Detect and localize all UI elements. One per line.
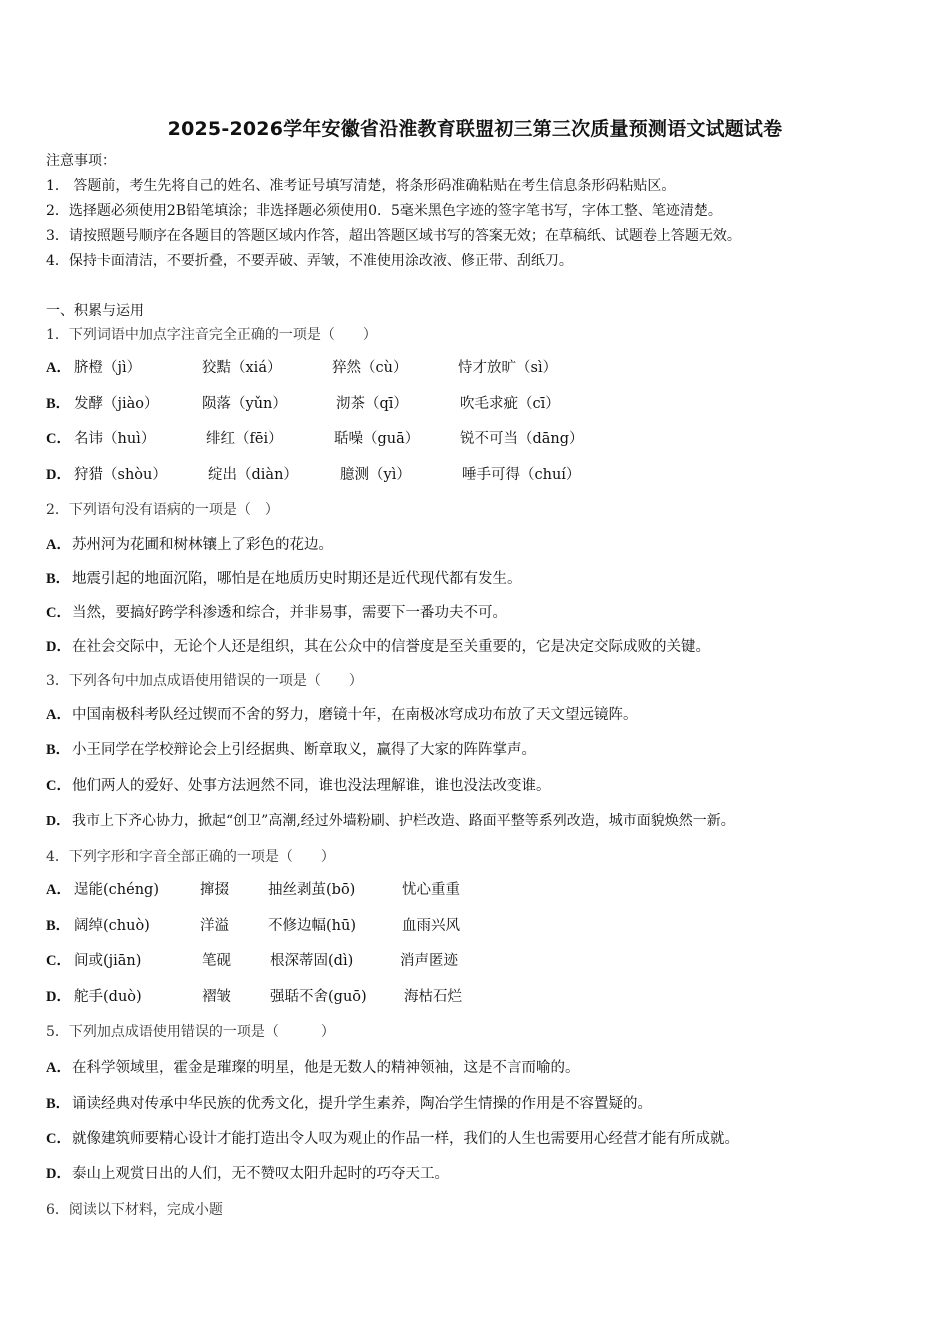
page-title: 2025-2026学年安徽省沿淮教育联盟初三第三次质量预测语文试题试卷	[167, 118, 783, 140]
option-label: A．	[46, 882, 71, 898]
question-1-option-b	[46, 395, 906, 415]
option-word: 唾手可得（chuí）	[462, 467, 581, 483]
question-4-option-d	[46, 988, 906, 1008]
question-3-option-b	[46, 741, 536, 759]
option-label: D．	[46, 639, 71, 655]
option-word: 笔砚	[202, 953, 231, 969]
option-label: B．	[46, 1096, 71, 1112]
option-label: C．	[46, 953, 71, 969]
option-label: D．	[46, 989, 71, 1005]
option-word: 强聒不舍(guō)	[270, 989, 367, 1005]
option-word: 陨落（yǔn）	[202, 396, 287, 412]
question-5-option-b	[46, 1095, 652, 1113]
question-2-option-a	[46, 536, 333, 554]
option-label: A．	[46, 707, 71, 723]
option-word: 猝然（cù）	[332, 360, 408, 376]
question-6-stem: 6．阅读以下材料，完成小题	[46, 1202, 223, 1218]
question-1-stem: 1．下列词语中加点字注音完全正确的一项是（ ）	[46, 327, 377, 343]
option-word: 抽丝剥茧(bō)	[268, 882, 356, 898]
option-word: 吹毛求疵（cī）	[460, 396, 560, 412]
option-word: 发酵（jiào）	[74, 396, 159, 412]
option-text: 诵读经典对传承中华民族的优秀文化，提升学生素养，陶冶学生情操的作用是不容置疑的。	[72, 1096, 652, 1112]
notice-item-4: 4．保持卡面清洁，不要折叠，不要弄破、弄皱，不准使用涂改液、修正带、刮纸刀。	[46, 253, 573, 269]
option-text: 泰山上观赏日出的人们，无不赞叹太阳升起时的巧夺天工。	[72, 1166, 449, 1182]
option-text: 当然，要搞好跨学科渗透和综合，并非易事，需要下一番功夫不可。	[72, 605, 507, 621]
question-5-stem: 5．下列加点成语使用错误的一项是（ ）	[46, 1024, 335, 1040]
question-2-option-c	[46, 604, 507, 622]
question-2-stem: 2．下列语句没有语病的一项是（ ）	[46, 502, 279, 518]
option-label: D．	[46, 814, 71, 829]
option-word: 聒噪（guā）	[334, 431, 420, 447]
option-word: 间或(jiān)	[74, 953, 142, 969]
option-label: D．	[46, 1166, 71, 1182]
question-2-option-d	[46, 638, 710, 656]
question-4-option-a	[46, 881, 906, 901]
option-word: 绽出（diàn）	[208, 467, 298, 483]
notice-item-2: 2．选择题必须使用2B铅笔填涂；非选择题必须使用0．5毫米黑色字迹的签字笔书写，字体工整、笔迹清楚。	[46, 203, 722, 219]
question-5-option-a	[46, 1059, 580, 1077]
question-4-option-b	[46, 917, 906, 937]
option-word: 狡黠（xiá）	[202, 360, 282, 376]
option-word: 海枯石烂	[404, 989, 462, 1005]
option-word: 血雨兴风	[402, 918, 460, 934]
option-text: 就像建筑师要精心设计才能打造出令人叹为观止的作品一样，我们的人生也需要用心经营才能有所成就。	[72, 1131, 739, 1147]
option-word: 根深蒂固(dì)	[270, 953, 354, 969]
option-word: 撺掇	[200, 882, 229, 898]
option-word: 锐不可当（dāng）	[460, 431, 584, 447]
option-word: 逞能(chéng)	[74, 882, 159, 898]
option-word: 脐橙（jì）	[74, 360, 142, 376]
option-text: 苏州河为花圃和树林镶上了彩色的花边。	[72, 537, 333, 553]
section-heading: 一、积累与运用	[46, 303, 144, 319]
option-text: 在科学领域里，霍金是璀璨的明星，他是无数人的精神领袖，这是不言而喻的。	[72, 1060, 580, 1076]
option-label: D．	[46, 467, 71, 483]
option-text: 中国南极科考队经过锲而不舍的努力，磨镜十年，在南极冰穹成功布放了天文望远镜阵。	[72, 707, 638, 723]
option-word: 恃才放旷（sì）	[458, 360, 558, 376]
option-word: 洋溢	[200, 918, 229, 934]
question-5-option-d	[46, 1165, 449, 1183]
question-5-option-c	[46, 1130, 739, 1148]
option-label: A．	[46, 1060, 71, 1076]
notice-heading: 注意事项：	[46, 153, 116, 169]
option-word: 舵手(duò)	[74, 989, 142, 1005]
option-label: B．	[46, 742, 71, 758]
option-label: B．	[46, 918, 71, 934]
option-word: 阔绰(chuò)	[74, 918, 150, 934]
question-4-stem: 4．下列字形和字音全部正确的一项是（ ）	[46, 849, 335, 865]
question-4-option-c	[46, 952, 906, 972]
option-label: B．	[46, 571, 71, 587]
option-label: C．	[46, 431, 71, 447]
option-word: 沏茶（qī）	[336, 396, 408, 412]
notice-item-1: 1． 答题前，考生先将自己的姓名、准考证号填写清楚，将条形码准确粘贴在考生信息条形码粘贴区。	[46, 178, 676, 194]
option-text: 我市上下齐心协力，掀起“创卫”高潮,经过外墙粉刷、护栏改造、路面平整等系列改造，城市面貌焕然一新。	[72, 813, 735, 829]
option-word: 名讳（huì）	[74, 431, 156, 447]
question-3-option-d	[46, 812, 735, 831]
option-word: 绯红（fēi）	[206, 431, 283, 447]
option-word: 狩猎（shòu）	[74, 467, 167, 483]
option-word: 不修边幅(hū)	[268, 918, 356, 934]
option-word: 臆测（yì）	[340, 467, 411, 483]
option-label: C．	[46, 1131, 71, 1147]
option-label: B．	[46, 396, 71, 412]
question-1-option-c	[46, 430, 906, 450]
option-label: A．	[46, 360, 71, 376]
option-label: C．	[46, 605, 71, 621]
option-text: 在社会交际中，无论个人还是组织，其在公众中的信誉度是至关重要的，它是决定交际成败的关键。	[72, 639, 710, 655]
option-label: C．	[46, 778, 71, 794]
option-text: 小王同学在学校辩论会上引经据典、断章取义，赢得了大家的阵阵掌声。	[72, 742, 536, 758]
question-1-option-d	[46, 466, 906, 486]
option-text: 他们两人的爱好、处事方法迥然不同，谁也没法理解谁，谁也没法改变谁。	[72, 778, 551, 794]
option-word: 忧心重重	[402, 882, 460, 898]
option-word: 褶皱	[202, 989, 231, 1005]
question-3-option-a	[46, 706, 638, 724]
question-1-option-a	[46, 359, 906, 379]
question-3-option-c	[46, 777, 551, 795]
question-2-option-b	[46, 570, 522, 588]
option-text: 地震引起的地面沉陷，哪怕是在地质历史时期还是近代现代都有发生。	[72, 571, 522, 587]
question-3-stem: 3．下列各句中加点成语使用错误的一项是（ ）	[46, 673, 363, 689]
option-label: A．	[46, 537, 71, 553]
option-word: 消声匿迹	[400, 953, 458, 969]
notice-item-3: 3．请按照题号顺序在各题目的答题区域内作答，超出答题区域书写的答案无效；在草稿纸、试题卷上答题无效。	[46, 228, 741, 244]
